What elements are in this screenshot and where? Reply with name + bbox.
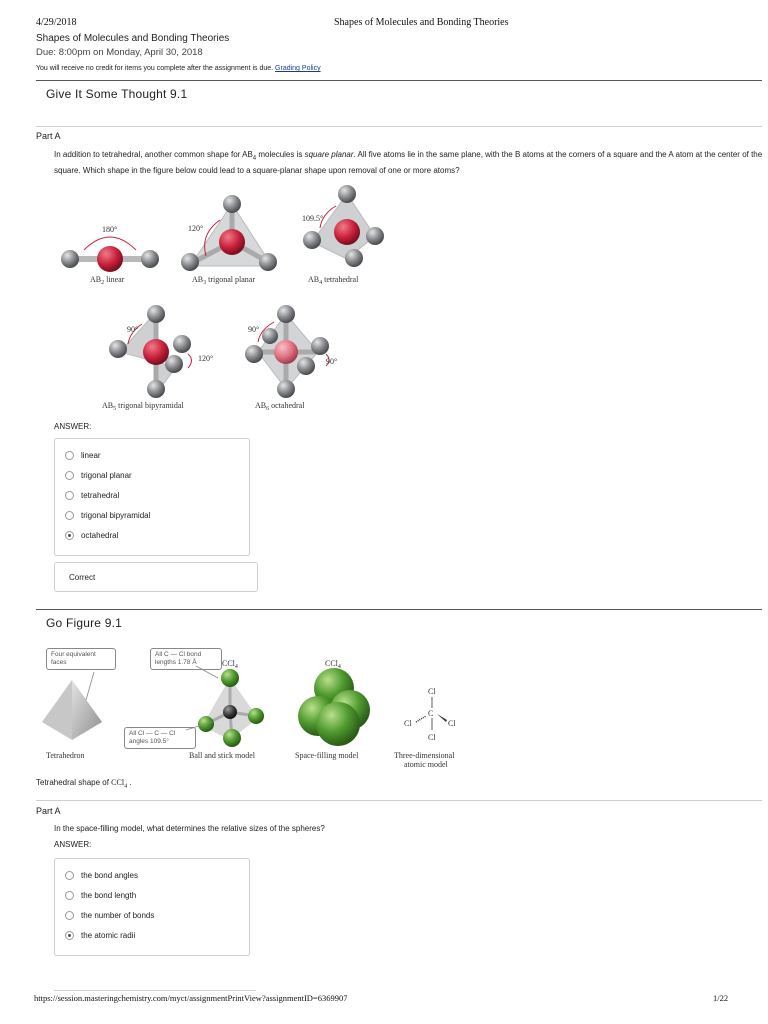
- due-date: Due: 8:00pm on Monday, April 30, 2018: [36, 47, 203, 58]
- option-linear[interactable]: linear: [65, 451, 101, 460]
- divider: [36, 126, 762, 127]
- angle-label: 90°: [326, 357, 338, 366]
- svg-text:C: C: [428, 709, 434, 718]
- option-octahedral[interactable]: octahedral: [65, 531, 118, 540]
- ab3-trigonal-planar-model: [181, 195, 277, 271]
- radio-button-selected[interactable]: [65, 531, 74, 540]
- late-note-text: You will receive no credit for items you complete after the assignment is due.: [36, 65, 274, 72]
- ab4-tetrahedral-model: [302, 185, 384, 267]
- ab6-octahedral-model: [245, 305, 337, 398]
- three-d-label-line2: atomic model: [404, 760, 448, 769]
- callout-four-faces: Four equivalent faces: [46, 648, 116, 670]
- angle-label: 109.5°: [302, 214, 324, 223]
- option-atomic-radii[interactable]: the atomic radii: [65, 931, 135, 940]
- svg-text:AB3 trigonal planar: $AB_3$ trigonal planar: [192, 275, 255, 286]
- page-number: 1/22: [713, 993, 729, 1003]
- question-text-2: In the space-filling model, what determines the relative sizes of the spheres?: [54, 824, 325, 833]
- divider: [36, 800, 762, 801]
- figure-caption: Tetrahedral shape of CCl$_4$ .: [36, 778, 132, 790]
- svg-text:AB4 tetrahedral: $AB_4$ tetrahedral: [308, 275, 359, 286]
- option-trigonal-planar[interactable]: trigonal planar: [65, 471, 132, 480]
- grading-policy-link[interactable]: Grading Policy: [275, 65, 321, 72]
- radio-button[interactable]: [65, 451, 74, 460]
- radio-button[interactable]: [65, 511, 74, 520]
- option-bond-length[interactable]: the bond length: [65, 891, 136, 900]
- radio-button-selected[interactable]: [65, 931, 74, 940]
- angle-label: 120°: [198, 354, 214, 363]
- ccl4-label-ball-stick: CCl$_4$: [222, 659, 238, 670]
- angle-label: 90°: [127, 325, 139, 334]
- tetrahedron-label: Tetrahedron: [46, 751, 85, 760]
- ab2-linear-label: [90, 275, 125, 286]
- feedback-correct: Correct: [54, 562, 258, 592]
- option-number-of-bonds[interactable]: the number of bonds: [65, 911, 154, 920]
- print-doc-title: Shapes of Molecules and Bonding Theories: [334, 17, 509, 28]
- radio-button[interactable]: [65, 911, 74, 920]
- radio-button[interactable]: [65, 871, 74, 880]
- radio-button[interactable]: [65, 891, 74, 900]
- angle-label: 120°: [188, 224, 204, 233]
- angle-label: 180°: [102, 225, 118, 234]
- ball-stick-label: Ball and stick model: [189, 751, 255, 760]
- divider: [36, 80, 762, 81]
- radio-button[interactable]: [65, 471, 74, 480]
- print-date: 4/29/2018: [36, 17, 77, 28]
- svg-text:Cl: Cl: [404, 719, 412, 728]
- ab2-linear-model: [61, 225, 159, 272]
- divider: [36, 609, 762, 610]
- ab5-trigonal-bipyramidal-label: [102, 401, 184, 412]
- molecular-shapes-figure: [50, 184, 390, 416]
- space-filling-label: Space-filling model: [295, 751, 359, 760]
- option-trigonal-bipyramidal[interactable]: trigonal bipyramidal: [65, 511, 150, 520]
- three-dimensional-atomic-model: [404, 687, 456, 742]
- assignment-title: Shapes of Molecules and Bonding Theories: [36, 33, 230, 44]
- tetrahedron-shape: [42, 672, 102, 740]
- answer-label: ANSWER:: [54, 422, 92, 431]
- svg-text:Cl: Cl: [448, 719, 456, 728]
- ccl4-label-space-filling: CCl$_4$: [325, 659, 341, 670]
- question-text: In addition to tetrahedral, another common shape for $AB_4$ molecules is square planar. All five atoms lie in the same plane, with the B atoms at the corners of a square and the A atom at the center of the square. Which shape in the figure below could lead to a square-planar shape upon removal of one or more atoms?: [54, 150, 763, 175]
- ccl4-figure: [36, 650, 476, 775]
- ball-and-stick-model: [186, 666, 264, 747]
- answer-options-box-2: [54, 858, 250, 956]
- footer-url: https://session.masteringchemistry.com/myct/assignmentPrintView?assignmentID=6369907: [34, 993, 348, 1003]
- space-filling-model: [298, 668, 370, 746]
- late-note: [36, 65, 321, 72]
- svg-text:Cl: Cl: [428, 733, 436, 742]
- option-tetrahedral[interactable]: tetrahedral: [65, 491, 119, 500]
- ab6-octahedral-label: [255, 401, 305, 412]
- part-a-label-2: Part A: [36, 806, 61, 816]
- part-a-label: Part A: [36, 131, 61, 141]
- ab4-tetrahedral-label: [308, 275, 359, 286]
- svg-text:AB6 octahedral: $AB_6$ octahedral: [255, 401, 305, 412]
- section-title-give-it-some-thought: Give It Some Thought 9.1: [46, 87, 188, 101]
- svg-text:AB2 linear: $AB_2$ linear: [90, 275, 125, 286]
- callout-bond-lengths: All C — Cl bond lengths 1.78 Å: [150, 648, 222, 670]
- answer-options-box: [54, 438, 250, 556]
- ab5-trigonal-bipyramidal-model: [109, 305, 213, 398]
- radio-button[interactable]: [65, 491, 74, 500]
- angle-label: 90°: [248, 325, 260, 334]
- answer-label-2: ANSWER:: [54, 840, 92, 849]
- svg-text:AB5 trigonal bipyramidal: $AB_5$ trigonal bipyramidal: [102, 401, 184, 412]
- svg-text:Cl: Cl: [428, 687, 436, 696]
- option-bond-angles[interactable]: the bond angles: [65, 871, 138, 880]
- callout-bond-angles: All Cl — C — Cl angles 109.5°: [124, 727, 196, 749]
- divider: [54, 990, 256, 991]
- section-title-go-figure: Go Figure 9.1: [46, 616, 122, 630]
- ab3-trigonal-planar-label: [192, 275, 255, 286]
- three-d-label-line1: Three-dimensional: [394, 751, 455, 760]
